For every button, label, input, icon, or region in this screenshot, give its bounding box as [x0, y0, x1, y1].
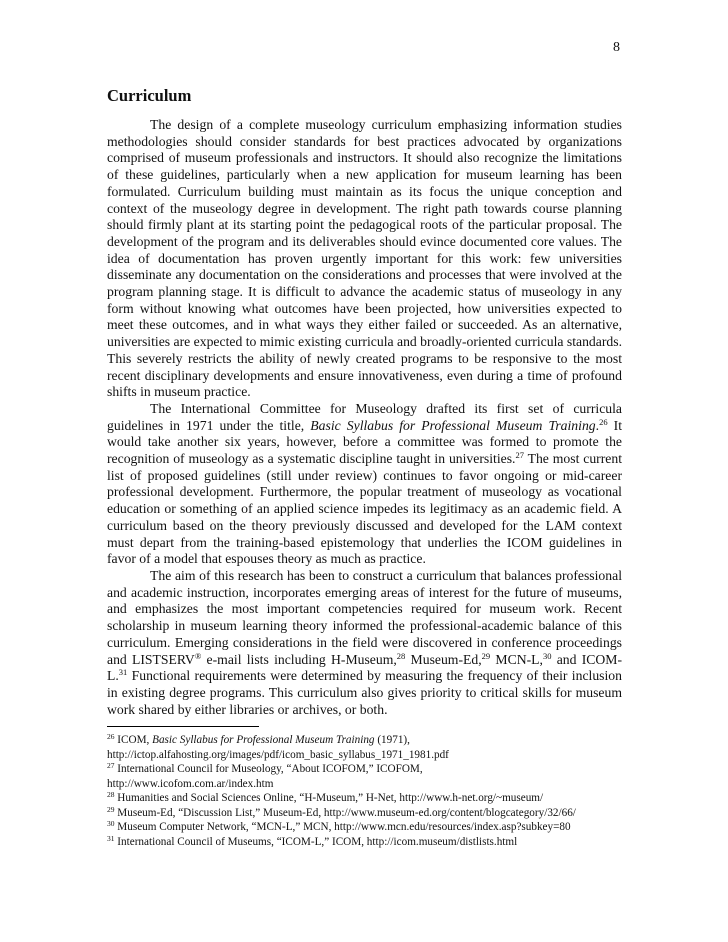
italic-title: Basic Syllabus for Professional Museum Training [310, 417, 596, 433]
body-paragraph [107, 401, 622, 568]
text-run: It would take another six years, however, before a committee was formed to promote the recognition of museology as a systematic discipline taught in universities. [107, 417, 622, 467]
section-heading: Curriculum [107, 86, 192, 105]
text-run: ICOM, [114, 734, 153, 747]
footnote-ref: 26 [599, 416, 608, 427]
text-run: Functional requirements were determined by measuring the frequency of their inclusion in existing degree programs. This curriculum also gives priority to critical skills for museum work shared by either libraries or archives, or both. [107, 668, 622, 717]
footnote [107, 806, 622, 821]
footnotes [107, 733, 622, 849]
text-run: Museum Computer Network, “MCN-L,” MCN, http://www.mcn.edu/resources/index.asp?subkey=80 [114, 821, 571, 834]
footnote [107, 791, 622, 806]
text-run: Museum-Ed, “Discussion List,” Museum-Ed, http://www.museum-ed.org/content/blogcategory/32/66/ [114, 806, 576, 819]
footnote-ref: 31 [107, 833, 115, 843]
text-run: e-mail lists including H-Museum, [201, 651, 397, 667]
page-content [107, 85, 622, 849]
footnote [107, 733, 622, 762]
footnote [107, 762, 622, 791]
body-paragraph [107, 568, 622, 718]
text-run: (1971), [374, 734, 410, 747]
text-run: Museum-Ed, [405, 651, 482, 667]
body-paragraph [107, 117, 622, 401]
footnote-ref: 28 [396, 650, 406, 661]
text-run: MCN-L, [490, 651, 543, 667]
footnote-ref: 27 [107, 761, 115, 771]
text-run: The International Committee for Museology drafted its first set of curricula guidelines in 1971 under the title, [107, 400, 622, 433]
footnote-separator [107, 726, 259, 727]
text-run: The design of a complete museology curriculum emphasizing information studies methodologies should consider standards for best practices advocated by organizations comprised of museum professionals and instructors. It should also recognize the limitations of these guidelines, particularly when a new application for museum learning has been formulated. Curriculum building must maintain as its focus the unique conception and context of the museology degree in development. The right path towards course planning should firmly plant at its starting point the pedagogical roots of the particular proposal. The development of the program and its deliverables should evince documented core values. The idea of documentation has proven urgently important for this work: few universities disseminate any documentation on the considerations and processes that were involved at the program planning stage. It is difficult to advance the academic status of museology in any form without knowing what outcomes have been projected, how universities expected to meet these outcomes, and in what ways they either failed or succeeded. As an alternative, universities are expected to mimic existing curricula and broadly-oriented curricula standards. This severely restricts the ability of newly created programs to be responsive to the most recent disciplinary developments and ensure innovativeness, even during a time of profound shifts in museum practice. [107, 117, 622, 400]
page-number: 8 [613, 40, 620, 55]
footnote-ref: 30 [107, 819, 115, 829]
footnote-ref: 27 [515, 450, 524, 461]
text-run: . [595, 417, 600, 433]
text-run: International Council of Museums, “ICOM-L,” ICOM, http://icom.museum/distlists.html [114, 835, 518, 848]
text-run: http://www.icofom.com.ar/index.htm [107, 777, 274, 790]
footnote-ref: 29 [481, 650, 491, 661]
body-text [107, 117, 622, 718]
text-run: and ICOM-L. [107, 651, 623, 684]
footnote-ref: 30 [542, 650, 552, 661]
footnote-ref: 29 [107, 804, 115, 814]
footnote-ref: ® [194, 650, 202, 661]
italic-title: Basic Syllabus for Professional Museum Training [152, 734, 375, 747]
text-run: The most current list of proposed guidelines (still under review) continues to favor ongoing or mid-career professional development. Furthermore, the popular treatment of museology as vocational education or something of an applied science impedes its legitimacy as an academic field. A curriculum based on the theory previously discussed and developed for the LAM context must depart from the training-based epistemology that underlies the ICOM guidelines in favor of a model that espouses theory as much as practice. [107, 451, 622, 567]
footnote-ref: 31 [118, 667, 128, 678]
text-run: http://ictop.alfahosting.org/images/pdf/icom_basic_syllabus_1971_1981.pdf [107, 748, 449, 761]
footnote [107, 820, 622, 835]
text-run: The aim of this research has been to construct a curriculum that balances professional and academic instruction, incorporates emerging areas of interest for the future of museums, and emphasizes the most important competencies required for museum work. Recent scholarship in museum learning theory informed the professional-academic balance of this curriculum. Emerging considerations in the field were discovered in conference proceedings and LISTSERV [107, 567, 622, 667]
footnote [107, 835, 622, 850]
footnote-ref: 26 [107, 732, 115, 742]
text-run: Humanities and Social Sciences Online, “H-Museum,” H-Net, http://www.h-net.org/~museum/ [114, 792, 544, 805]
text-run: International Council for Museology, “About ICOFOM,” ICOFOM, [114, 763, 423, 776]
footnote-ref: 28 [107, 790, 115, 800]
